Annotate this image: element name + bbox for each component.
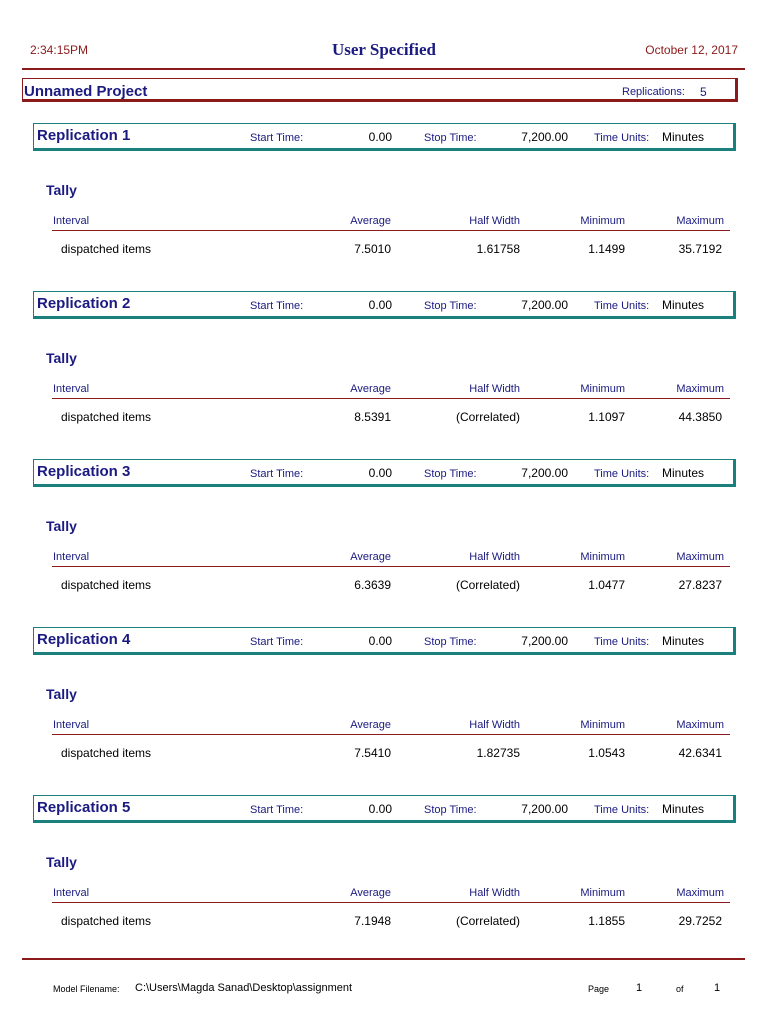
row-average: 7.1948 — [354, 914, 391, 928]
col-half-width: Half Width — [469, 215, 520, 227]
stop-time-value: 7,200.00 — [521, 802, 568, 816]
row-name: dispatched items — [61, 410, 152, 424]
col-maximum: Maximum — [676, 383, 724, 395]
col-maximum: Maximum — [676, 215, 724, 227]
col-minimum: Minimum — [580, 215, 625, 227]
col-half-width: Half Width — [469, 719, 520, 731]
row-name: dispatched items — [61, 914, 152, 928]
of-label: of — [676, 984, 684, 994]
header-divider — [22, 68, 745, 70]
footer-divider — [22, 958, 745, 960]
stop-time-label: Stop Time: — [424, 636, 477, 648]
row-maximum: 44.3850 — [678, 410, 722, 424]
col-interval: Interval — [53, 887, 90, 899]
row-name: dispatched items — [61, 242, 152, 256]
column-divider — [52, 734, 730, 735]
stop-time-value: 7,200.00 — [521, 466, 568, 480]
start-time-value: 0.00 — [368, 466, 392, 480]
stop-time-value: 7,200.00 — [521, 130, 568, 144]
col-maximum: Maximum — [676, 551, 724, 563]
report-title: User Specified — [331, 40, 437, 59]
row-half-width: 1.82735 — [476, 746, 520, 760]
start-time-value: 0.00 — [368, 298, 392, 312]
col-interval: Interval — [53, 551, 90, 563]
project-name: Unnamed Project — [24, 83, 148, 100]
time-units-value: Minutes — [662, 634, 705, 648]
col-half-width: Half Width — [469, 551, 520, 563]
start-time-value: 0.00 — [368, 802, 392, 816]
col-minimum: Minimum — [580, 887, 625, 899]
col-half-width: Half Width — [469, 887, 520, 899]
column-divider — [52, 398, 730, 399]
time-units-label: Time Units: — [594, 300, 650, 312]
row-minimum: 1.1499 — [588, 242, 625, 256]
row-average: 7.5010 — [354, 242, 391, 256]
start-time-value: 0.00 — [368, 634, 392, 648]
report-time: 2:34:15PM — [30, 43, 89, 57]
tally-heading: Tally — [46, 182, 77, 198]
replication-section — [0, 123, 768, 291]
start-time-label: Start Time: — [250, 636, 304, 648]
replication-section — [0, 459, 768, 627]
col-average: Average — [350, 719, 391, 731]
col-interval: Interval — [53, 719, 90, 731]
time-units-label: Time Units: — [594, 132, 650, 144]
row-maximum: 42.6341 — [678, 746, 722, 760]
model-filename: C:\Users\Magda Sanad\Desktop\assignment — [135, 982, 353, 994]
col-minimum: Minimum — [580, 719, 625, 731]
row-minimum: 1.0477 — [588, 578, 625, 592]
time-units-value: Minutes — [662, 298, 705, 312]
row-maximum: 35.7192 — [678, 242, 722, 256]
replication-title: Replication 2 — [37, 295, 131, 312]
col-minimum: Minimum — [580, 383, 625, 395]
replication-title: Replication 1 — [37, 127, 131, 144]
row-name: dispatched items — [61, 746, 152, 760]
col-average: Average — [350, 887, 391, 899]
col-interval: Interval — [53, 383, 90, 395]
replication-title: Replication 5 — [37, 799, 131, 816]
row-average: 7.5410 — [354, 746, 391, 760]
row-minimum: 1.1855 — [588, 914, 625, 928]
column-divider — [52, 230, 730, 231]
stop-time-label: Stop Time: — [424, 132, 477, 144]
page-number: 1 — [636, 982, 643, 994]
col-interval: Interval — [53, 215, 90, 227]
col-maximum: Maximum — [676, 719, 724, 731]
col-half-width: Half Width — [469, 383, 520, 395]
stop-time-label: Stop Time: — [424, 468, 477, 480]
stop-time-value: 7,200.00 — [521, 634, 568, 648]
col-maximum: Maximum — [676, 887, 724, 899]
time-units-value: Minutes — [662, 802, 705, 816]
tally-heading: Tally — [46, 686, 77, 702]
row-maximum: 29.7252 — [678, 914, 722, 928]
start-time-label: Start Time: — [250, 132, 304, 144]
tally-heading: Tally — [46, 854, 77, 870]
row-half-width: (Correlated) — [455, 410, 520, 424]
col-average: Average — [350, 215, 391, 227]
tally-heading: Tally — [46, 518, 77, 534]
time-units-label: Time Units: — [594, 468, 650, 480]
replication-section — [0, 291, 768, 459]
time-units-label: Time Units: — [594, 804, 650, 816]
time-units-value: Minutes — [662, 130, 705, 144]
tally-heading: Tally — [46, 350, 77, 366]
row-minimum: 1.0543 — [588, 746, 625, 760]
replication-section — [0, 627, 768, 795]
row-maximum: 27.8237 — [678, 578, 722, 592]
stop-time-value: 7,200.00 — [521, 298, 568, 312]
start-time-value: 0.00 — [368, 130, 392, 144]
time-units-value: Minutes — [662, 466, 705, 480]
col-average: Average — [350, 383, 391, 395]
stop-time-label: Stop Time: — [424, 300, 477, 312]
row-name: dispatched items — [61, 578, 152, 592]
row-minimum: 1.1097 — [588, 410, 625, 424]
replication-title: Replication 4 — [37, 631, 131, 648]
column-divider — [52, 902, 730, 903]
column-divider — [52, 566, 730, 567]
replication-title: Replication 3 — [37, 463, 131, 480]
start-time-label: Start Time: — [250, 804, 304, 816]
report-date: October 12, 2017 — [645, 43, 738, 57]
row-half-width: (Correlated) — [455, 578, 520, 592]
stop-time-label: Stop Time: — [424, 804, 477, 816]
col-average: Average — [350, 551, 391, 563]
start-time-label: Start Time: — [250, 468, 304, 480]
page-label: Page — [588, 984, 610, 994]
time-units-label: Time Units: — [594, 636, 650, 648]
row-average: 6.3639 — [354, 578, 391, 592]
model-filename-label: Model Filename: — [53, 984, 120, 994]
start-time-label: Start Time: — [250, 300, 304, 312]
page-total: 1 — [714, 982, 721, 994]
row-half-width: 1.61758 — [476, 242, 520, 256]
replications-value: 5 — [700, 85, 707, 99]
col-minimum: Minimum — [580, 551, 625, 563]
replications-label: Replications: — [622, 86, 685, 98]
row-average: 8.5391 — [354, 410, 391, 424]
replication-section — [0, 795, 768, 963]
row-half-width: (Correlated) — [455, 914, 520, 928]
